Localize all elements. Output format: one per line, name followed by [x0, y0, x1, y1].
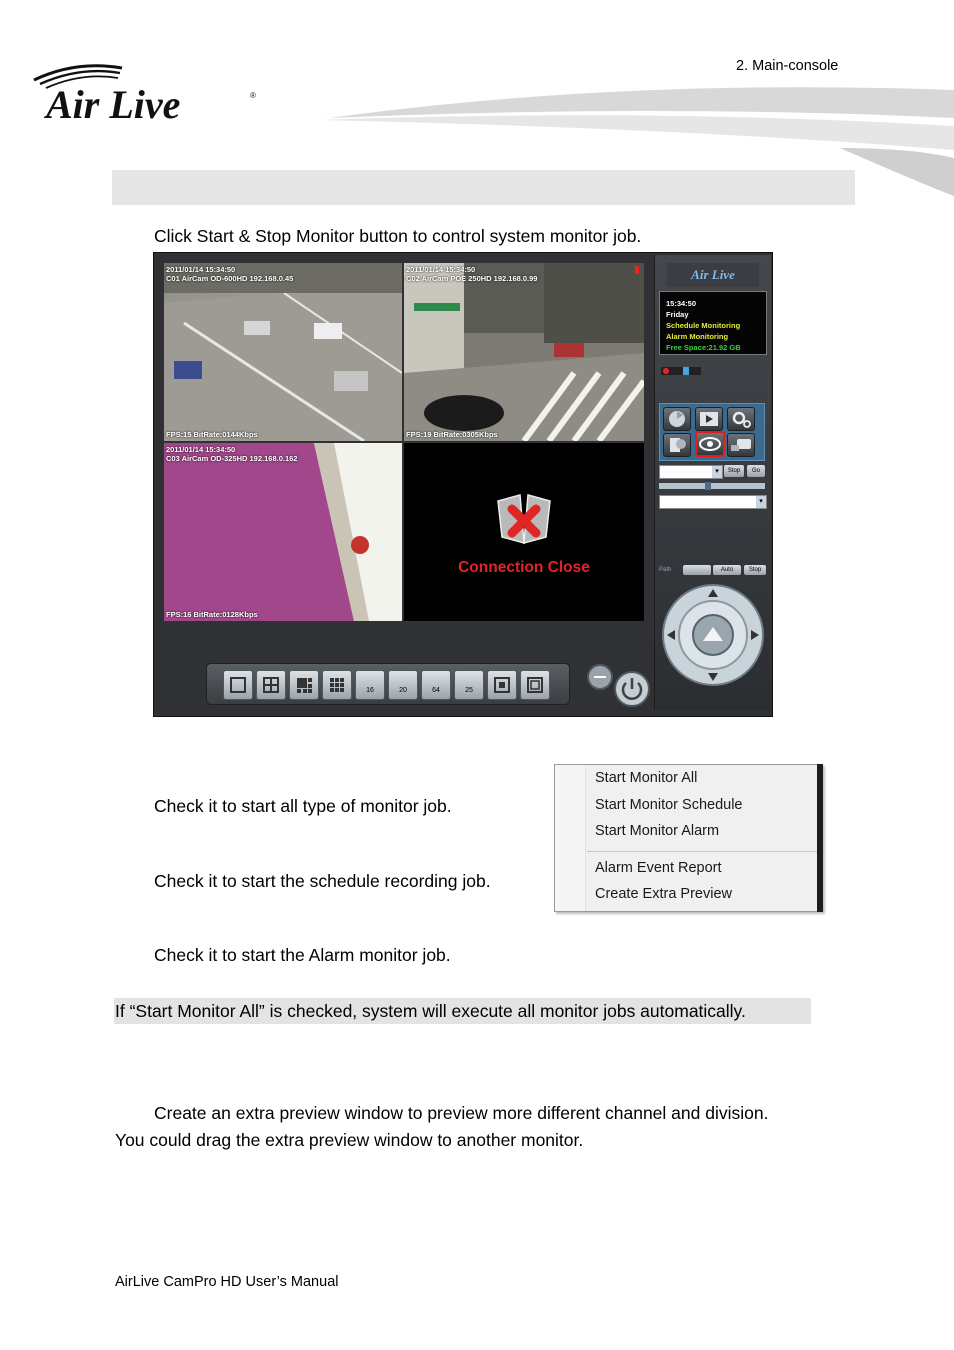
- cam3-timestamp: 2011/01/14 15:34:50: [166, 445, 236, 454]
- volume-indicator: [661, 367, 701, 375]
- preset-select[interactable]: [659, 495, 767, 509]
- layout-16-button[interactable]: 16: [355, 670, 385, 700]
- status-day: Friday: [666, 310, 689, 319]
- menu-item-create-extra-preview[interactable]: Create Extra Preview: [595, 886, 732, 902]
- svg-text:®: ®: [250, 91, 256, 100]
- menu-separator: [587, 851, 819, 852]
- intro-text: Click Start & Stop Monitor button to control system monitor job.: [154, 226, 642, 246]
- camera-view-4[interactable]: [404, 443, 644, 621]
- cam2-record-indicator: [635, 266, 639, 274]
- auto-stop-button[interactable]: Stop: [744, 565, 766, 575]
- status-display: [659, 291, 767, 355]
- video-button[interactable]: [695, 407, 723, 431]
- cam1-timestamp: 2011/01/14 15:34:50: [166, 265, 236, 274]
- disconnect-icon: [494, 493, 554, 545]
- section-header-band: [112, 170, 855, 205]
- desc-start-alarm: Check it to start the Alarm monitor job.: [154, 945, 451, 965]
- status-time: 15:34:50: [666, 299, 697, 308]
- monitor-context-menu: [554, 764, 823, 912]
- menu-item-start-monitor-alarm[interactable]: Start Monitor Alarm: [595, 823, 720, 839]
- control-panel: [654, 255, 771, 710]
- layout-6-button[interactable]: [289, 670, 319, 700]
- menu-item-alarm-event-report[interactable]: Alarm Event Report: [595, 860, 722, 876]
- desc-start-all: Check it to start all type of monitor job.: [154, 796, 452, 816]
- connection-close-label: Connection Close: [458, 559, 590, 576]
- layout-toolbar: [206, 663, 570, 705]
- menu-item-start-monitor-schedule[interactable]: Start Monitor Schedule: [595, 797, 743, 813]
- page-footer: AirLive CamPro HD User’s Manual: [115, 1274, 339, 1290]
- panel-logo: Air Live: [667, 263, 759, 287]
- layout-custom-button[interactable]: [487, 670, 517, 700]
- camera-view-1[interactable]: [164, 263, 402, 441]
- cam1-name: C01 AirCam OD-600HD 192.168.0.45: [166, 274, 294, 283]
- message-icon[interactable]: [727, 433, 755, 457]
- cam3-name: C03 AirCam OD-325HD 192.168.0.162: [166, 454, 298, 463]
- go-button[interactable]: Go: [747, 465, 765, 477]
- path-loop-button[interactable]: [683, 565, 711, 575]
- logo-text: Air Live: [46, 82, 181, 127]
- cam3-fps: FPS:16 BitRate:0128Kbps: [166, 610, 258, 619]
- chevron-down-icon: ▾: [756, 496, 766, 508]
- channel-select[interactable]: [659, 465, 723, 479]
- desc-start-schedule: Check it to start the schedule recording job.: [154, 871, 491, 891]
- menu-item-start-monitor-all[interactable]: Start Monitor All: [595, 770, 698, 786]
- section-label: 2. Main-console: [736, 58, 839, 74]
- layout-25-button[interactable]: 25: [454, 670, 484, 700]
- settings-gear-icon[interactable]: [727, 407, 755, 431]
- path-label: Path: [659, 567, 672, 573]
- main-console-screenshot: [153, 252, 773, 717]
- playback-button[interactable]: [663, 407, 691, 431]
- speed-slider[interactable]: [659, 483, 765, 489]
- camera-view-2[interactable]: [404, 263, 644, 441]
- status-alarm: Alarm Monitoring: [666, 332, 729, 341]
- auto-button[interactable]: Auto: [713, 565, 741, 575]
- cam1-fps: FPS:15 BitRate:0144Kbps: [166, 430, 258, 439]
- extra-preview-text-1: Create an extra preview window to preview more different channel and division.: [154, 1103, 769, 1123]
- ptz-joystick[interactable]: [661, 583, 765, 687]
- layout-9-button[interactable]: [322, 670, 352, 700]
- cam2-fps: FPS:19 BitRate:0305Kbps: [406, 430, 498, 439]
- snapshot-button[interactable]: [663, 433, 691, 457]
- cam2-name: C02 AirCam POE 250HD 192.168.0.99: [406, 274, 538, 283]
- start-stop-monitor-eye-icon[interactable]: [695, 431, 725, 457]
- extra-preview-text-2: You could drag the extra preview window to another monitor.: [115, 1130, 584, 1150]
- status-free-space: Free Space:21.92 GB: [666, 343, 741, 352]
- window-controls: [586, 661, 650, 711]
- layout-64-button[interactable]: 64: [421, 670, 451, 700]
- cam2-timestamp: 2011/01/14 15:34:50: [406, 265, 476, 274]
- note-text: If “Start Monitor All” is checked, system will execute all monitor jobs automatically.: [115, 1001, 746, 1021]
- layout-20-button[interactable]: 20: [388, 670, 418, 700]
- fullscreen-button[interactable]: [520, 670, 550, 700]
- airlive-logo: [30, 58, 270, 128]
- menu-window-edge: [817, 764, 823, 912]
- stop-button[interactable]: Stop: [724, 465, 744, 477]
- layout-1-button[interactable]: [223, 670, 253, 700]
- layout-4-button[interactable]: [256, 670, 286, 700]
- chevron-down-icon: ▾: [712, 466, 722, 478]
- status-schedule: Schedule Monitoring: [666, 321, 741, 330]
- camera-view-3[interactable]: [164, 443, 402, 621]
